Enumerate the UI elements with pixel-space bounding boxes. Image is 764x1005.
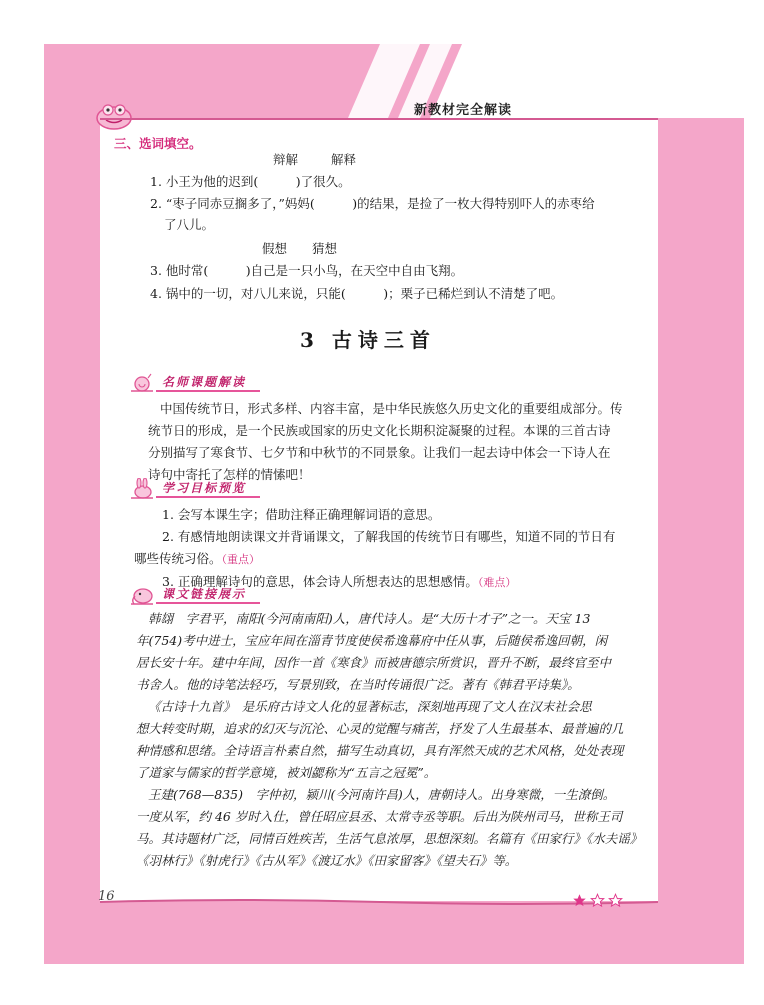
para-line: 中国传统节日，形式多样、内容丰富，是中华民族悠久历史文化的重要组成部分。传 [160,401,623,416]
header-title: 新教材完全解读 [414,103,513,118]
author-paragraph-3 [136,784,642,872]
star-empty-icon [608,893,623,908]
para-line: 分别描写了寒食节、七夕节和中秋节的不同景象。让我们一起去诗中体会一下诗人在 [148,445,611,460]
author-paragraph-2 [136,696,624,784]
para-line: 想大转变时期，追求的幻灭与沉沦、心灵的觉醒与痛苦，抒发了人生最基本、最普遍的几 [136,721,624,736]
section-banner-links [128,584,260,606]
goal-item: 2. 有感情地朗读课文并背诵课文，了解我国的传统节日有哪些，知道不同的节日有 [162,529,616,544]
word-option: 解释 [331,152,357,167]
goal-text: 哪些传统习俗。 [134,551,222,566]
exercise-title: 三、选词填空。 [114,136,202,151]
exercise-item: 2. “枣子同赤豆搁多了，”妈妈( )的结果，是捡了一枚大得特别吓人的赤枣给 [150,196,595,211]
para-line: 诗句中寄托了怎样的情愫吧！ [148,467,311,482]
section-label: 课文链接展示 [156,586,260,604]
para-line: 年(754)考中进士，宝应年间在淄青节度使侯希逸幕府中任从事，后随侯希逸回朝，闲 [136,633,608,648]
intro-paragraph [148,398,623,486]
rabbit-icon [128,478,156,500]
para-line: 《古诗十九首》 是乐府古诗文人化的显著标志，深刻地再现了文人在汉末社会思 [148,699,592,714]
header-rule [100,118,658,120]
word-option: 猜想 [312,241,338,256]
snail-icon [128,372,156,394]
para-line: 王建(768—835) 字仲初，颍川(今河南许昌)人，唐朝诗人。出身寒微，一生潦倒。 [148,787,616,802]
elephant-icon [128,584,156,606]
para-line: 种情感和思绪。全诗语言朴素自然，描写生动真切，具有浑然天成的艺术风格，处处表现 [136,743,624,758]
author-paragraph-1 [136,608,611,696]
word-option: 假想 [262,241,288,256]
difficult-point-tag: （难点） [477,576,517,589]
para-line: 了道家与儒家的哲学意境，被刘勰称为“五言之冠冕”。 [136,765,437,780]
mascot-logo-icon [94,98,134,130]
star-filled-icon [572,893,587,908]
section-label: 学习目标预览 [156,480,260,498]
para-line: 统节日的形成，是一个民族或国家的历史文化长期积淀凝聚的过程。本课的三首古诗 [148,423,611,438]
exercise-item: 3. 他时常( )自己是一只小鸟，在天空中自由飞翔。 [150,263,464,278]
lesson-title [300,324,436,353]
page-number: 16 [98,889,115,904]
key-point-tag: （重点） [221,553,261,566]
goal-item [134,548,615,571]
difficulty-stars [572,893,623,908]
para-line: 马。其诗题材广泛，同情百姓疾苦，生活气息浓厚，思想深刻。名篇有《田家行》《水夫谣》 [136,831,643,846]
para-line: 韩翃 字君平，南阳(今河南南阳)人，唐代诗人。是“大历十才子”之一。天宝 13 [148,611,591,626]
exercise-item: 4. 锅中的一切，对八儿来说，只能( )；栗子已稀烂到认不清楚了吧。 [150,286,564,301]
section-banner-goals [128,478,260,500]
star-empty-icon [590,893,605,908]
lesson-number: 3 [300,328,320,352]
exercise-item: 了八儿。 [164,217,215,232]
goals-list [134,504,616,594]
para-line: 居长安十年。建中年间，因作一首《寒食》而被唐德宗所赏识，晋升不断，最终官至中 [136,655,612,670]
lesson-name: 古诗三首 [331,328,436,352]
goal-text: 3. 正确理解诗句的意思，体会诗人所想表达的思想感情。 [162,574,478,589]
exercise-item: 1. 小王为他的迟到( )了很久。 [150,174,351,189]
para-line: 书舍人。他的诗笔法轻巧，写景别致，在当时传诵很广泛。著有《韩君平诗集》。 [136,677,580,692]
section-banner-intro [128,372,260,394]
goal-item: 1. 会写本课生字；借助注释正确理解词语的意思。 [162,507,441,522]
para-line: 一度从军，约 46 岁时入仕，曾任昭应县丞、太常寺丞等职。后出为陕州司马，世称王司 [136,809,623,824]
para-line: 《羽林行》《射虎行》《古从军》《渡辽水》《田家留客》《望夫石》等。 [136,853,518,868]
section-label: 名师课题解读 [156,374,260,392]
word-option: 辩解 [273,152,299,167]
